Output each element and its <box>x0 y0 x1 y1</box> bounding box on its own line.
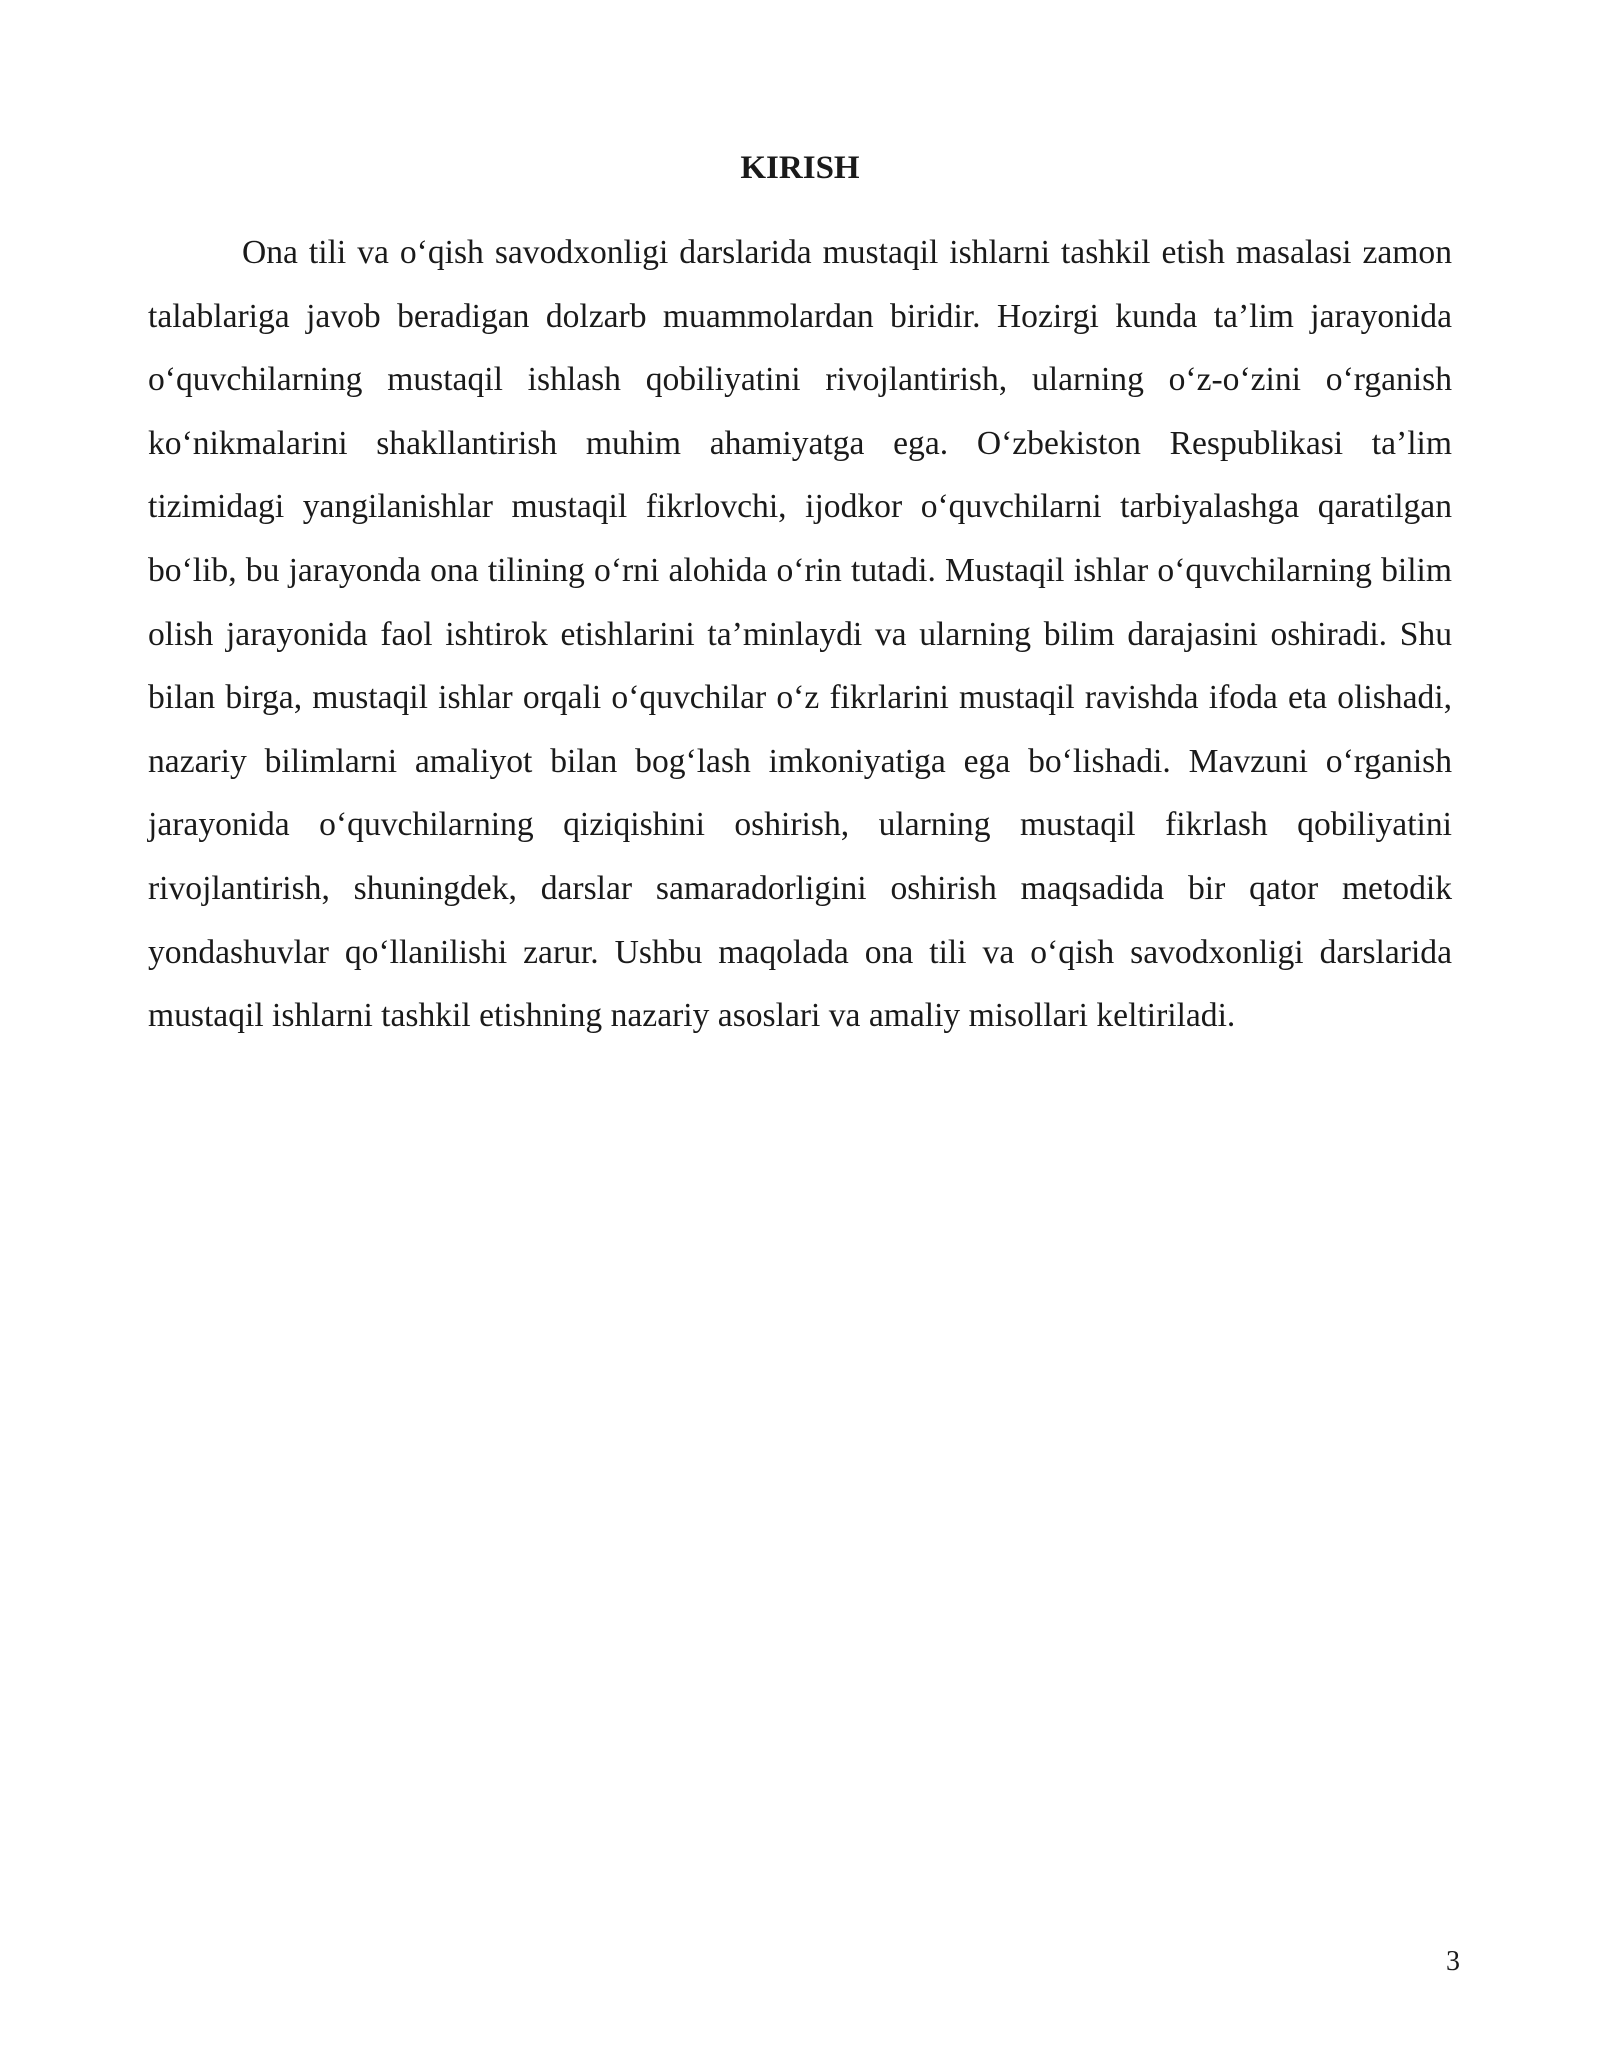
section-heading: KIRISH <box>740 150 860 186</box>
page-number: 3 <box>1446 1946 1460 1977</box>
body-paragraph: Ona tili va o‘qish savodxonligi darslarida mustaqil ishlarni tashkil etish masalasi zamon talablariga javob beradigan dolzarb muammolardan biridir. Hozirgi kunda ta’lim jarayonida o‘quvchilarning mustaqil ishlash qobiliyatini rivojlantirish, ularning o‘z-o‘zini o‘rganish ko‘nikmalarini shakllantirish muhim ahamiyatga ega. O‘zbekiston Respublikasi ta’lim tizimidagi yangilanishlar mustaqil fikrlovchi, ijodkor o‘quvchilarni tarbiyalashga qaratilgan bo‘lib, bu jarayonda ona tilining o‘rni alohida o‘rin tutadi. Mustaqil ishlar o‘quvchilarning bilim olish jarayonida faol ishtirok etishlarini ta’minlaydi va ularning bilim darajasini oshiradi. Shu bilan birga, mustaqil ishlar orqali o‘quvchilar o‘z fikrlarini mustaqil ravishda ifoda eta olishadi, nazariy bilimlarni amaliyot bilan bog‘lash imkoniyatiga ega bo‘lishadi. Mavzuni o‘rganish jarayonida o‘quvchilarning qiziqishini oshirish, ularning mustaqil fikrlash qobiliyatini rivojlantirish, shuningdek, darslar samaradorligini oshirish maqsadida bir qator metodik yondashuvlar qo‘llanilishi zarur. Ushbu maqolada ona tili va o‘qish savodxonligi darslarida mustaqil ishlarni tashkil etishning nazariy asoslari va amaliy misollari keltiriladi. <box>148 234 1452 1035</box>
